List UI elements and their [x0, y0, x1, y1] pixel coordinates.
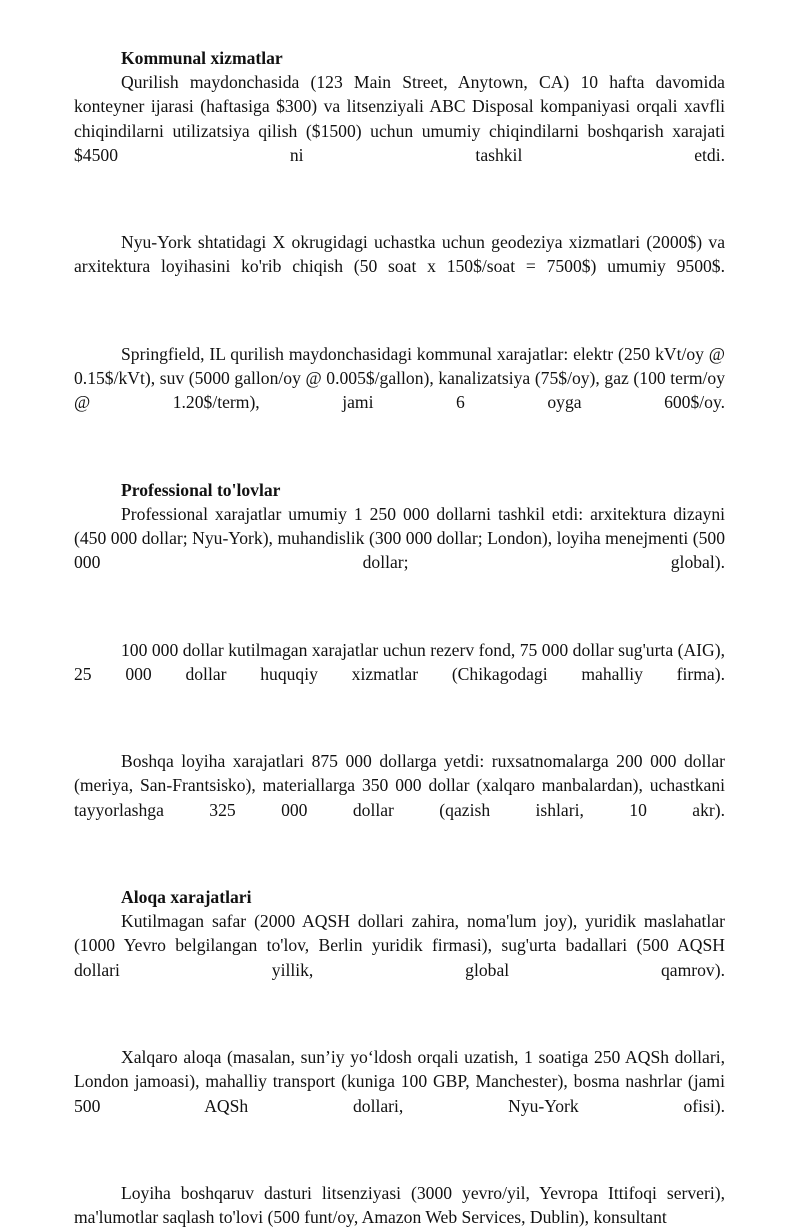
section-heading: Professional to'lovlar: [121, 479, 281, 500]
paragraph: Loyiha boshqaruv dasturi litsenziyasi (3000 yevro/yil, Yevropa Ittifoqi serveri), ma'lumotlar saqlash to'lovi (500 funt/oy, Amazon Web Services, Dublin), konsultant: [74, 1182, 725, 1228]
paragraph: Boshqa loyiha xarajatlari 875 000 dollarga yetdi: ruxsatnomalarga 200 000 dollar (meriya, San-Frantsisko), materiallarga 350 000 dollar (xalqaro manbalardan), uchastkani tayyorlashga 325 000 dollar (qazish ishlari, 10 akr).: [74, 751, 725, 820]
section-kommunal: [74, 46, 725, 415]
section-professional: [74, 478, 725, 822]
paragraph: Nyu-York shtatidagi X okrugidagi uchastka uchun geodeziya xizmatlari (2000$) va arxitektura loyihasini ko'rib chiqish (50 soat x 150$/soat = 7500$) umumiy 9500$.: [74, 232, 725, 277]
paragraph: Kutilmagan safar (2000 AQSH dollari zahira, noma'lum joy), yuridik maslahatlar (1000 Yevro belgilangan to'lov, Berlin yuridik firmasi), sug'urta badallari (500 AQSH dollari yillik, global qamrov).: [74, 911, 725, 980]
section-heading: Aloqa xarajatlari: [121, 887, 252, 908]
section-aloqa: [74, 885, 725, 1229]
document-page: [74, 46, 725, 1229]
paragraph: 100 000 dollar kutilmagan xarajatlar uchun rezerv fond, 75 000 dollar sug'urta (AIG), 25 000 dollar huquqiy xizmatlar (Chikagodagi mahalliy firma).: [74, 639, 725, 684]
section-heading: Kommunal xizmatlar: [121, 48, 283, 68]
paragraph: Professional xarajatlar umumiy 1 250 000 dollarni tashkil etdi: arxitektura dizayni (450 000 dollar; Nyu-York), muhandislik (300 000 dollar; London), loyiha menejmenti (500 000 dollar; global).: [74, 503, 725, 573]
paragraph: Springfield, IL qurilish maydonchasidagi kommunal xarajatlar: elektr (250 kVt/oy @ 0.15$/kVt), suv (5000 gallon/oy @ 0.005$/gallon), kanalizatsiya (75$/oy), gaz (100 term/oy @ 1.20$/term), jami 6 oyga 600$/oy.: [74, 343, 725, 413]
paragraph: Qurilish maydonchasida (123 Main Street, Anytown, CA) 10 hafta davomida konteyner ijarasi (haftasiga $300) va litsenziyali ABC Disposal kompaniyasi orqali xavfli chiqindilarni utilizatsiya qilish ($1500) uchun umumiy chiqindilarni boshqarish xarajati $4500 ni tashkil etdi.: [74, 72, 725, 165]
paragraph: Xalqaro aloqa (masalan, sun’iy yo‘ldosh orqali uzatish, 1 soatiga 250 AQSh dollari, London jamoasi), mahalliy transport (kuniga 100 GBP, Manchester), bosma nashrlar (jami 500 AQSh dollari, Nyu-York ofisi).: [74, 1046, 725, 1116]
